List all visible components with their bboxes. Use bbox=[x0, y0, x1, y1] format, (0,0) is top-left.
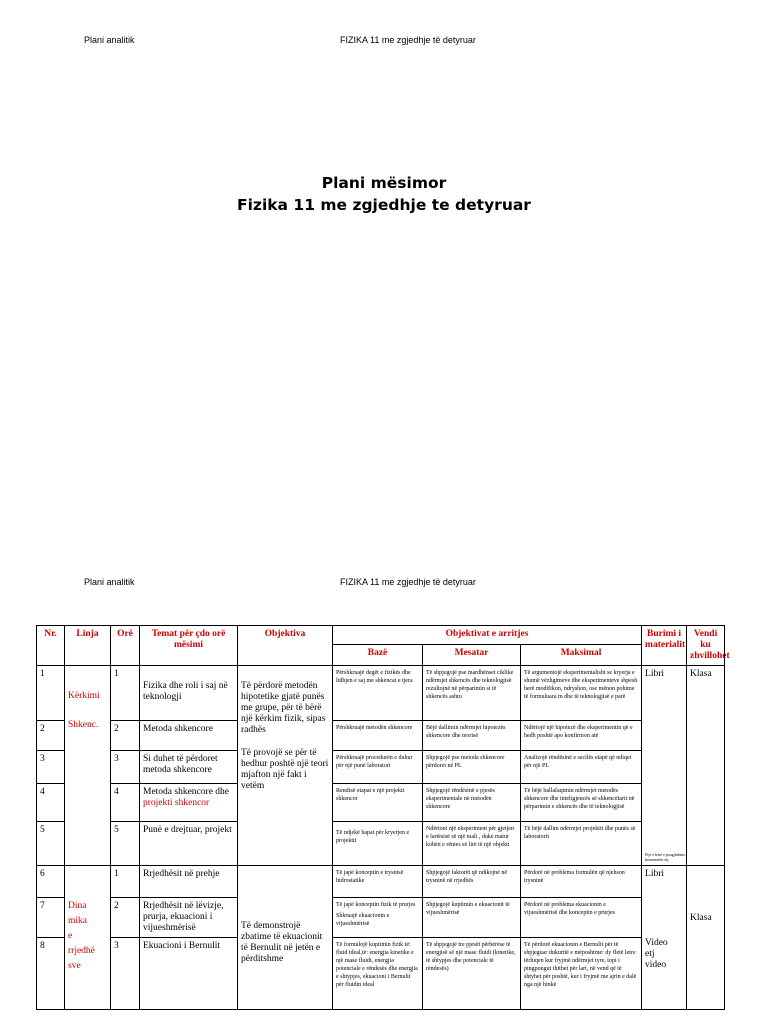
col-objektivat: Objektivat e arritjes bbox=[333, 626, 642, 645]
title-line-2: Fizika 11 me zgjedhje te detyruar bbox=[237, 196, 531, 214]
row-mesatar: Të shpjegojë tre pjesët përbërëse të energjisë së një mase fluidi (kinetike, të shtypjes dhe potenciale të rëndesës) bbox=[423, 938, 521, 1010]
row-ore: 1 bbox=[111, 666, 140, 721]
row-nr: 5 bbox=[37, 822, 65, 866]
burimi-3-text: Video etj video bbox=[645, 938, 668, 970]
row-nr: 3 bbox=[37, 751, 65, 784]
objektiva-1-b: Të provojë se për të hedhur poshtë një teori mjafton një fakt i vetëm bbox=[241, 748, 329, 791]
row-tema: Ekuacioni i Bernulit bbox=[140, 938, 238, 1010]
row-nr: 6 bbox=[37, 866, 65, 898]
row-tema: Rrjedhësit në prehje bbox=[140, 866, 238, 898]
header-row bbox=[37, 626, 725, 645]
row-ore: 1 bbox=[111, 866, 140, 898]
row-baze: Të japë konceptin e trysnisë hidrostatike bbox=[333, 866, 423, 898]
row-baze: Të japë konceptin fizik të prurjes Shkruajë ekuacionin e vijueshmërisë bbox=[333, 898, 423, 938]
row-tema: Fizika dhe roli i saj në teknologji bbox=[140, 666, 238, 721]
row-ore: 2 bbox=[111, 721, 140, 751]
row-nr: 7 bbox=[37, 898, 65, 938]
row-mesatar: Të shpjegojë pse mardhënset ciklike ndërmjet shkencës dhe teknologjisë rezultojnë në përparimin si të shkencës ashtu bbox=[423, 666, 521, 721]
col-nr: Nr. bbox=[37, 626, 65, 666]
table-row bbox=[37, 666, 725, 721]
col-temat: Temat për çdo orë mësimi bbox=[140, 626, 238, 666]
col-linja: Linja bbox=[65, 626, 111, 666]
col-maksimal: Maksimal bbox=[521, 644, 642, 665]
row-tema: Metoda shkencore bbox=[140, 721, 238, 751]
row-mesatar: Ndërtoni një eksperiment për gjetjen e lartësisë së një mali , duke matur kohën e rënies së lirë të një objekti bbox=[423, 822, 521, 866]
row-maksimal: Përdorë në problema formulën që njehson trysninë bbox=[521, 866, 642, 898]
row-mesatar: Shpjegojë pse metoda shkencore përdoret në PL bbox=[423, 751, 521, 784]
row-nr: 1 bbox=[37, 666, 65, 721]
burimi-2-text: Libri bbox=[645, 869, 665, 879]
row-ore: 4 bbox=[111, 784, 140, 822]
objektiva-1 bbox=[238, 666, 333, 866]
table-row bbox=[37, 822, 725, 866]
linja-2 bbox=[65, 866, 111, 1010]
burimi-2 bbox=[642, 866, 687, 1010]
table-row bbox=[37, 721, 725, 751]
row-nr: 2 bbox=[37, 721, 65, 751]
row-ore: 3 bbox=[111, 751, 140, 784]
table-row bbox=[37, 751, 725, 784]
row-maksimal: Ndërtojë një hipotezë dhe eksperimentin që e hedh poshtë apo konfirmon atë bbox=[521, 721, 642, 751]
title-line-1: Plani mësimor bbox=[321, 174, 447, 192]
row-mesatar: Shpjegojë rëndësinë e pjesës eksperimentale në metodën shkencore bbox=[423, 784, 521, 822]
col-ore: Orë bbox=[111, 626, 140, 666]
row-maksimal: Të argumentojë eksperimentalisht se kryerja e shumë vëzhgimeve dhe eksperimenteve shpesh herë modifikon, ndryshon, ose mënon pohime të formuluara m dhe të teknologjisë e parë bbox=[521, 666, 642, 721]
row-mesatar: Bëjë dallimin ndërmjet hipotezës shkencore dhe teorisë bbox=[423, 721, 521, 751]
row-nr: 4 bbox=[37, 784, 65, 822]
row-baze: Të formulojë kuptimin fizik të: fluid ideal,të: energjia kinetike e një mase fluidi, energjia potenciale e rëndesës dhe energjia e shtypjes, ekuacioni i Bernulit për fluidin ideal bbox=[333, 938, 423, 1010]
projekti-shkencor-link: projekti shkencor bbox=[143, 798, 210, 808]
burimi-1-text: Libri bbox=[645, 669, 665, 679]
table-row bbox=[37, 938, 725, 1010]
linja-2-line: Dina bbox=[68, 901, 87, 911]
header-right-page2: FIZIKA 11 me zgjedhje të detyruar bbox=[340, 577, 476, 587]
row-maksimal: Të bëjë ballafaqimin ndërmjet metodës shkencore dhe inteligjencës së shkencëtarit në përparimin e shkencës dhe të teknologjisë bbox=[521, 784, 642, 822]
burimi-1-note: Fije e letrë e poagjinhme, kronometër etj bbox=[645, 852, 686, 862]
col-baze: Bazë bbox=[333, 644, 423, 665]
row-maksimal: Të bëjë dallim ndërmjet projektit dhe punës së laboratorit bbox=[521, 822, 642, 866]
header-left-page2: Plani analitik bbox=[84, 577, 135, 587]
row-mesatar: Shpjegojë faktorët që ndikojnë në trysninë në rrjedhës bbox=[423, 866, 521, 898]
objektiva-2: Të demonstrojë zbatime të ekuacionit të Bernulit në jetën e përditshme bbox=[238, 866, 333, 1010]
row-baze: Përshkruajë metodën shkencore bbox=[333, 721, 423, 751]
row-ore: 5 bbox=[111, 822, 140, 866]
objektiva-1-a: Të përdorë metodën hipotetike gjatë punës me grupe, për të bërë një kërkim fizik, sipas radhës bbox=[241, 681, 326, 735]
table-row bbox=[37, 898, 725, 938]
row-maksimal: Përdorë në problema ekuacionin e vijueshmërisë dhe konceptin e prurjes bbox=[521, 898, 642, 938]
row-tema: Si duhet të përdoret metoda shkencore bbox=[140, 751, 238, 784]
table-row bbox=[37, 784, 725, 822]
row-baze: Rendisë etapat e një projekti shkencor bbox=[333, 784, 423, 822]
burimi-1 bbox=[642, 666, 687, 866]
row-nr: 8 bbox=[37, 938, 65, 1010]
linja-1-b: Shkenc. bbox=[68, 720, 99, 730]
table-row bbox=[37, 866, 725, 898]
row-mesatar: Shpjegojë kuptimin e ekuacionit të vijueshmërisë bbox=[423, 898, 521, 938]
row-tema: Rrjedhësit në lëvizje, prurja, ekuacioni i vijueshmërisë bbox=[140, 898, 238, 938]
col-objektiva: Objektiva bbox=[238, 626, 333, 666]
vendi-1: Klasa bbox=[687, 666, 725, 866]
header-right: FIZIKA 11 me zgjedhje të detyruar bbox=[340, 35, 476, 45]
linja-1 bbox=[65, 666, 111, 866]
col-burimi: Burimi i materialit bbox=[642, 626, 687, 666]
vendi-2: Klasa bbox=[687, 866, 725, 1010]
row-ore: 2 bbox=[111, 898, 140, 938]
linja-1-a: Kërkimi bbox=[68, 691, 100, 701]
row-ore: 3 bbox=[111, 938, 140, 1010]
linja-2-line: rrjedhë bbox=[68, 946, 95, 956]
linja-2-line: mika bbox=[68, 916, 87, 926]
row-tema: Metoda shkencore dhe projekti shkencor bbox=[140, 784, 238, 822]
row-baze: Përshkruajë procedurën e duhur për një punë laboratori bbox=[333, 751, 423, 784]
linja-2-line: e bbox=[68, 931, 73, 941]
col-mesatar: Mesatar bbox=[423, 644, 521, 665]
header-left: Plani analitik bbox=[84, 35, 135, 45]
col-vendi: Vendi ku zhvillohet bbox=[687, 626, 725, 666]
page-title bbox=[0, 172, 768, 216]
row-maksimal: Të përdorë ekuacionin e Bernulit për të shpjeguar dukuritë e mëposhtme: dy fletë letre tërhiqen kur fryjmë ndërmjet tyre, topi i pingpongut thithet për lart, në vend që të shtyhet për poshtë, kur i fryjmë me ajrin e dalë nga një hinkë bbox=[521, 938, 642, 1010]
row-baze: Përshkruajë degët e fizikës dhe lidhjen e saj me shkencat e tjera bbox=[333, 666, 423, 721]
row-maksimal: Analizojë rëndësinë e secilës etapë që ndiqet për një PL bbox=[521, 751, 642, 784]
plan-table bbox=[36, 625, 730, 1010]
row-baze: Të ndjekë hapat për kryerjen e projektit bbox=[333, 822, 423, 866]
row-tema: Punë e drejtuar, projekt bbox=[140, 822, 238, 866]
linja-2-line: sve bbox=[68, 961, 81, 971]
